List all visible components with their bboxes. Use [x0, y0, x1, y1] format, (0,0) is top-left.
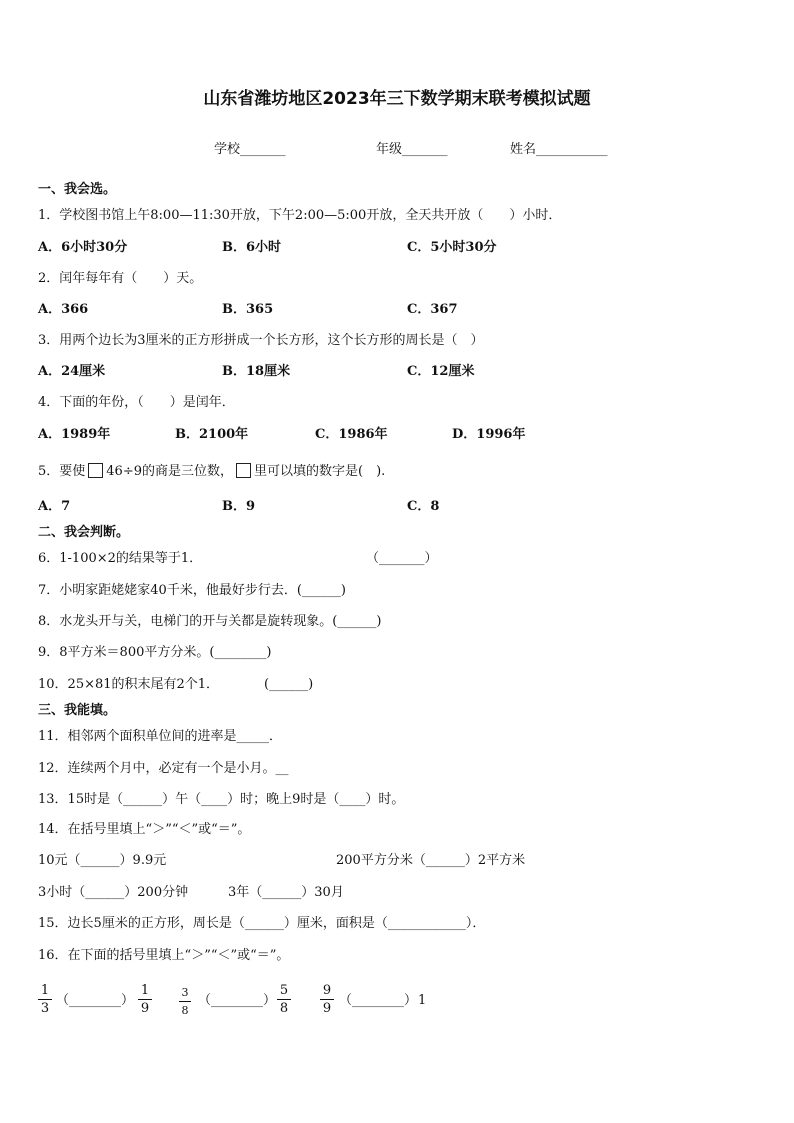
question-9: 9．8平方米＝800平方分米。(________)	[38, 645, 272, 660]
page-title: 山东省潍坊地区2023年三下数学期末联考模拟试题	[203, 89, 591, 109]
name-field[interactable]: 姓名___________	[510, 142, 608, 157]
q4-option-c[interactable]: C．1986年	[315, 427, 388, 442]
q6-answer-blank[interactable]: （_______）	[366, 551, 438, 566]
fraction-five-eighths	[277, 983, 291, 1016]
fraction-one-third	[38, 983, 52, 1016]
grade-field[interactable]: 年级_______	[376, 142, 448, 157]
q4-option-a[interactable]: A．1989年	[38, 427, 111, 442]
question-4: 4．下面的年份，（ ）是闰年．	[38, 395, 235, 410]
q4-option-b[interactable]: B．2100年	[175, 427, 249, 442]
blank-box-icon[interactable]	[88, 463, 103, 478]
q3-option-c[interactable]: C．12厘米	[407, 364, 475, 379]
numerator: 3	[181, 986, 189, 999]
question-8: 8．水龙头开与关，电梯门的开与关都是旋转现象。(______)	[38, 614, 382, 629]
question-15: 15．边长5厘米的正方形，周长是（______）厘米，面积是（____________）．	[38, 916, 486, 931]
denominator: 8	[279, 1001, 289, 1016]
q5-prefix: 5．要使	[38, 464, 86, 479]
q10-answer-blank[interactable]: (______)	[264, 677, 314, 692]
q14-item-2: 200平方分米（______）2平方米	[336, 853, 526, 868]
fraction-one-ninth	[138, 983, 152, 1016]
question-16: 16．在下面的括号里填上“＞”“＜”或“＝”。	[38, 948, 290, 963]
numerator: 1	[40, 983, 50, 998]
question-13: 13．15时是（______）午（____）时；晚上9时是（____）时。	[38, 792, 405, 807]
q1-option-b[interactable]: B．6小时	[222, 240, 282, 255]
q3-option-b[interactable]: B．18厘米	[222, 364, 291, 379]
q1-option-c[interactable]: C．5小时30分	[407, 240, 497, 255]
question-10: 10．25×81的积末尾有2个1．	[38, 677, 220, 692]
numerator: 5	[279, 983, 289, 998]
q3-option-a[interactable]: A．24厘米	[38, 364, 106, 379]
q2-option-a[interactable]: A．366	[38, 302, 89, 317]
question-3: 3．用两个边长为3厘米的正方形拼成一个长方形，这个长方形的周长是（ ）	[38, 333, 484, 348]
question-6: 6．1-100×2的结果等于1．	[38, 551, 203, 566]
q16-blank-2[interactable]: （________）	[198, 993, 277, 1008]
school-field[interactable]: 学校_______	[214, 142, 286, 157]
q5-middle: 46÷9的商是三位数，	[106, 464, 233, 479]
question-5	[38, 463, 385, 480]
q5-option-a[interactable]: A．7	[38, 499, 71, 514]
numerator: 1	[140, 983, 150, 998]
fraction-three-eighths	[179, 985, 191, 1018]
q16-blank-3[interactable]: （________）	[339, 993, 418, 1008]
q14-item-4: 3年（______）30月	[228, 885, 344, 900]
section-heading-fill: 三、我能填。	[38, 703, 117, 718]
question-12: 12．连续两个月中，必定有一个是小月。__	[38, 761, 289, 776]
section-heading-choice: 一、我会选。	[38, 182, 117, 197]
q4-option-d[interactable]: D．1996年	[452, 427, 526, 442]
q14-item-3: 3小时（______）200分钟	[38, 885, 189, 900]
question-1: 1．学校图书馆上午8:00—11:30开放，下午2:00—5:00开放，全天共开放（ ）小时．	[38, 208, 562, 223]
q2-option-c[interactable]: C．367	[407, 302, 458, 317]
question-7: 7．小明家距姥姥家40千米，他最好步行去．(______)	[38, 583, 346, 598]
question-14: 14．在括号里填上“＞”“＜”或“＝”。	[38, 822, 251, 837]
question-2: 2．闰年每年有（ ）天。	[38, 271, 203, 286]
q1-option-a[interactable]: A．6小时30分	[38, 240, 128, 255]
q16-blank-1[interactable]: （________）	[56, 993, 135, 1008]
question-11: 11．相邻两个面积单位间的进率是_____．	[38, 729, 283, 744]
q5-option-c[interactable]: C．8	[407, 499, 440, 514]
q2-option-b[interactable]: B．365	[222, 302, 274, 317]
section-heading-judge: 二、我会判断。	[38, 525, 130, 540]
q16-number-one: 1	[418, 993, 427, 1008]
numerator: 9	[322, 983, 332, 998]
denominator: 9	[322, 1001, 332, 1016]
denominator: 9	[140, 1001, 150, 1016]
q5-option-b[interactable]: B．9	[222, 499, 256, 514]
fraction-nine-ninths	[320, 983, 334, 1016]
denominator: 3	[40, 1001, 50, 1016]
q14-item-1: 10元（______）9.9元	[38, 853, 167, 868]
denominator: 8	[181, 1004, 189, 1017]
blank-box-icon[interactable]	[236, 463, 251, 478]
q5-suffix: 里可以填的数字是( ).	[254, 464, 386, 479]
